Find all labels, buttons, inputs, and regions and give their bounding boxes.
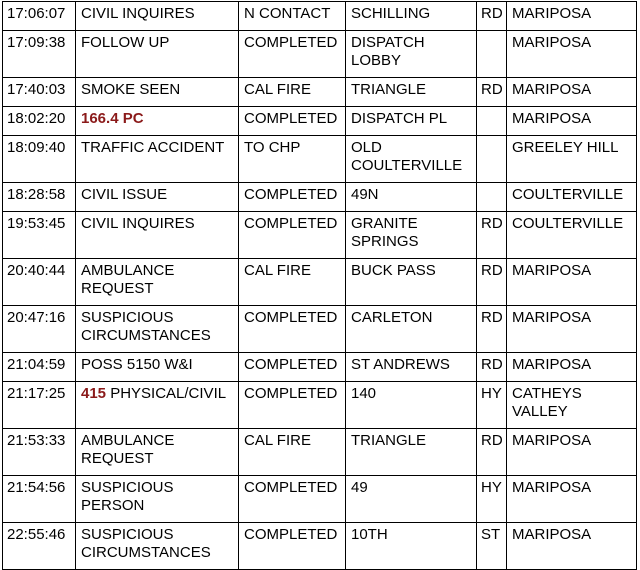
incident-cell	[76, 78, 239, 107]
table-row	[3, 78, 637, 107]
street-cell: 49N	[346, 183, 477, 212]
time-cell: 17:06:07	[3, 2, 76, 31]
incident-cell	[76, 2, 239, 31]
incident-cell	[76, 353, 239, 382]
street-cell: 140	[346, 382, 477, 429]
incident-cell	[76, 259, 239, 306]
street-suffix-cell: RD	[477, 212, 507, 259]
incident-cell	[76, 306, 239, 353]
table-row	[3, 382, 637, 429]
incident-cell	[76, 136, 239, 183]
street-cell: DISPATCH PL	[346, 107, 477, 136]
time-cell: 21:53:33	[3, 429, 76, 476]
time-cell: 19:53:45	[3, 212, 76, 259]
incident-type: CIVIL ISSUE	[81, 186, 168, 203]
time-cell: 21:04:59	[3, 353, 76, 382]
city-cell: MARIPOSA	[507, 306, 637, 353]
street-suffix-cell	[477, 136, 507, 183]
disposition-cell: COMPLETED	[239, 31, 346, 78]
table-row	[3, 183, 637, 212]
incident-code: 166.4 PC	[81, 110, 144, 127]
street-cell: 49	[346, 476, 477, 523]
table-row	[3, 31, 637, 78]
table-row	[3, 136, 637, 183]
street-suffix-cell: RD	[477, 2, 507, 31]
city-cell: MARIPOSA	[507, 476, 637, 523]
street-suffix-cell: RD	[477, 429, 507, 476]
city-cell: MARIPOSA	[507, 31, 637, 78]
city-cell: MARIPOSA	[507, 259, 637, 306]
disposition-cell: N CONTACT	[239, 2, 346, 31]
table-row	[3, 429, 637, 476]
incident-type: PHYSICAL/CIVIL	[106, 385, 227, 402]
table-row	[3, 306, 637, 353]
disposition-cell: COMPLETED	[239, 353, 346, 382]
table-row	[3, 212, 637, 259]
street-cell: BUCK PASS	[346, 259, 477, 306]
incident-type: SUSPICIOUS PERSON	[81, 479, 174, 514]
city-cell: MARIPOSA	[507, 78, 637, 107]
street-cell: TRIANGLE	[346, 78, 477, 107]
street-suffix-cell: ST	[477, 523, 507, 570]
street-suffix-cell: RD	[477, 78, 507, 107]
city-cell: COULTERVILLE	[507, 183, 637, 212]
incident-cell	[76, 523, 239, 570]
incident-type: SUSPICIOUS CIRCUMSTANCES	[81, 309, 211, 344]
call-log-table	[2, 1, 637, 570]
incident-cell	[76, 183, 239, 212]
disposition-cell: COMPLETED	[239, 523, 346, 570]
street-cell: CARLETON	[346, 306, 477, 353]
incident-cell	[76, 31, 239, 78]
time-cell: 17:09:38	[3, 31, 76, 78]
table-row	[3, 476, 637, 523]
incident-type: CIVIL INQUIRES	[81, 5, 195, 22]
street-cell: ST ANDREWS	[346, 353, 477, 382]
street-suffix-cell	[477, 183, 507, 212]
time-cell: 17:40:03	[3, 78, 76, 107]
street-cell: DISPATCH LOBBY	[346, 31, 477, 78]
time-cell: 22:55:46	[3, 523, 76, 570]
street-suffix-cell	[477, 107, 507, 136]
table-row	[3, 2, 637, 31]
incident-cell	[76, 107, 239, 136]
city-cell: CATHEYS VALLEY	[507, 382, 637, 429]
street-suffix-cell: HY	[477, 382, 507, 429]
street-cell: TRIANGLE	[346, 429, 477, 476]
street-suffix-cell: HY	[477, 476, 507, 523]
street-cell: OLD COULTERVILLE	[346, 136, 477, 183]
city-cell: MARIPOSA	[507, 107, 637, 136]
incident-cell	[76, 429, 239, 476]
time-cell: 21:54:56	[3, 476, 76, 523]
disposition-cell: CAL FIRE	[239, 78, 346, 107]
incident-type: AMBULANCE REQUEST	[81, 262, 175, 297]
call-log-body	[3, 2, 637, 570]
disposition-cell: COMPLETED	[239, 212, 346, 259]
street-suffix-cell	[477, 31, 507, 78]
incident-cell	[76, 382, 239, 429]
disposition-cell: TO CHP	[239, 136, 346, 183]
city-cell: COULTERVILLE	[507, 212, 637, 259]
table-row	[3, 107, 637, 136]
city-cell: MARIPOSA	[507, 523, 637, 570]
incident-type: CIVIL INQUIRES	[81, 215, 195, 232]
disposition-cell: COMPLETED	[239, 476, 346, 523]
time-cell: 18:02:20	[3, 107, 76, 136]
disposition-cell: COMPLETED	[239, 306, 346, 353]
table-row	[3, 259, 637, 306]
street-suffix-cell: RD	[477, 259, 507, 306]
city-cell: MARIPOSA	[507, 2, 637, 31]
incident-cell	[76, 212, 239, 259]
disposition-cell: COMPLETED	[239, 107, 346, 136]
street-suffix-cell: RD	[477, 306, 507, 353]
street-cell: 10TH	[346, 523, 477, 570]
incident-type: SUSPICIOUS CIRCUMSTANCES	[81, 526, 211, 561]
incident-type: SMOKE SEEN	[81, 81, 181, 98]
incident-type: TRAFFIC ACCIDENT	[81, 139, 225, 156]
street-suffix-cell: RD	[477, 353, 507, 382]
incident-cell	[76, 476, 239, 523]
disposition-cell: CAL FIRE	[239, 259, 346, 306]
city-cell: MARIPOSA	[507, 429, 637, 476]
street-cell: SCHILLING	[346, 2, 477, 31]
table-row	[3, 353, 637, 382]
street-cell: GRANITE SPRINGS	[346, 212, 477, 259]
disposition-cell: COMPLETED	[239, 382, 346, 429]
time-cell: 21:17:25	[3, 382, 76, 429]
time-cell: 18:09:40	[3, 136, 76, 183]
time-cell: 20:40:44	[3, 259, 76, 306]
incident-type: AMBULANCE REQUEST	[81, 432, 175, 467]
city-cell: GREELEY HILL	[507, 136, 637, 183]
city-cell: MARIPOSA	[507, 353, 637, 382]
time-cell: 20:47:16	[3, 306, 76, 353]
incident-code: 415	[81, 385, 107, 402]
incident-type: POSS 5150 W&I	[81, 356, 193, 373]
time-cell: 18:28:58	[3, 183, 76, 212]
disposition-cell: CAL FIRE	[239, 429, 346, 476]
incident-type: FOLLOW UP	[81, 34, 170, 51]
table-row	[3, 523, 637, 570]
disposition-cell: COMPLETED	[239, 183, 346, 212]
